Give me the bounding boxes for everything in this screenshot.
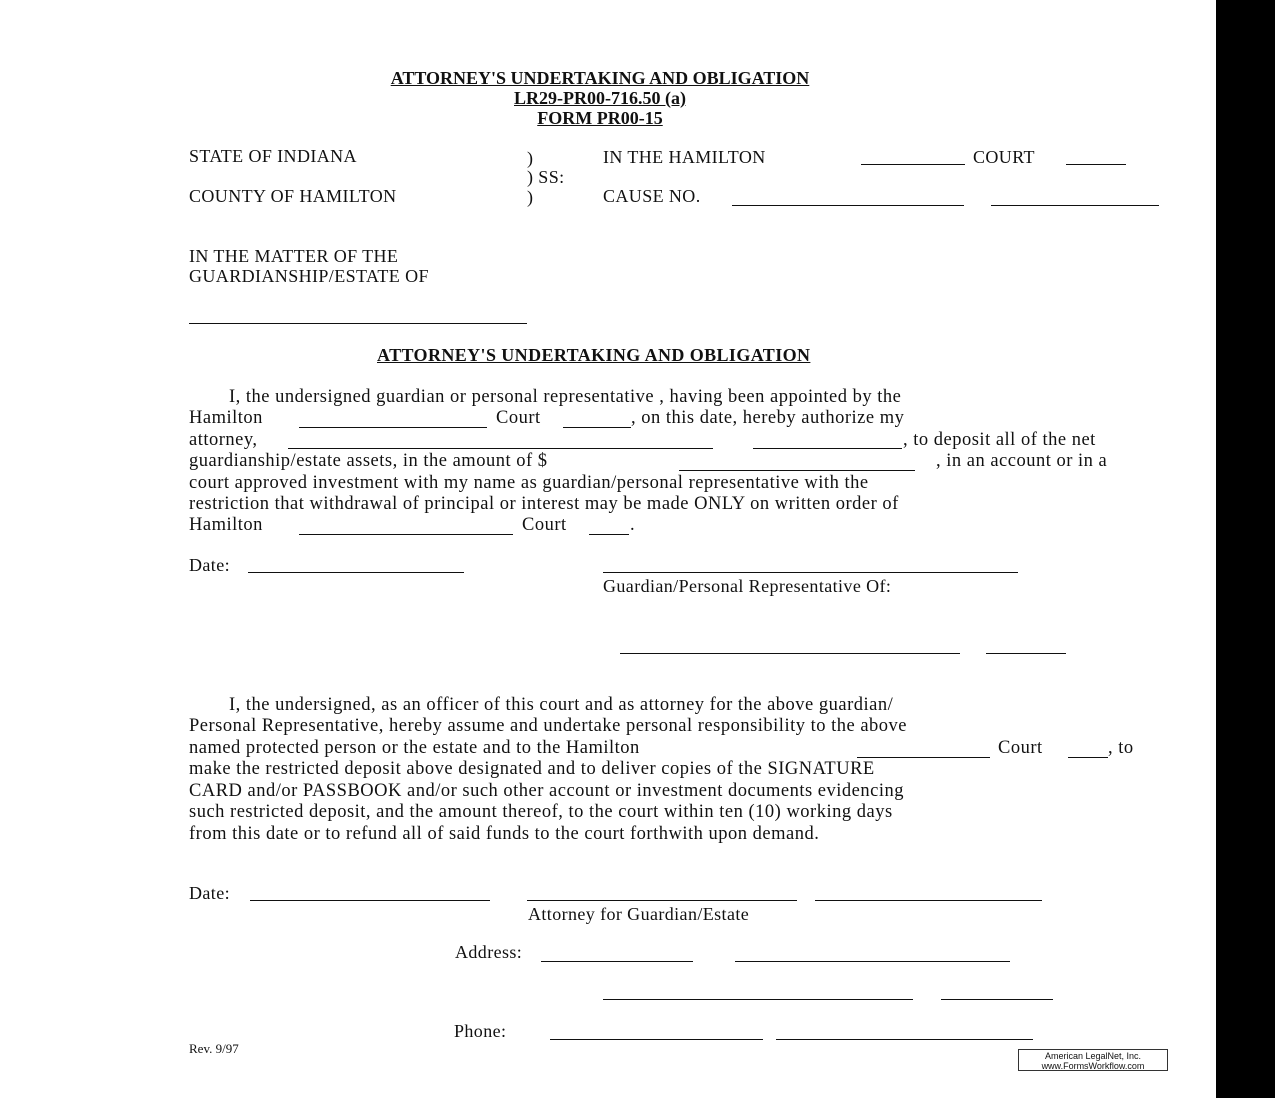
phone-line-a[interactable] — [550, 1039, 763, 1040]
section-title: ATTORNEY'S UNDERTAKING AND OBLIGATION — [377, 345, 811, 365]
ss-label: ) SS: — [527, 167, 565, 187]
caption-paren: ) — [527, 187, 534, 207]
court-name-blank[interactable] — [299, 427, 487, 428]
form-title: ATTORNEY'S UNDERTAKING AND OBLIGATION — [390, 68, 810, 88]
attorney-date-label: Date: — [189, 883, 230, 903]
court-name-line[interactable] — [861, 164, 965, 165]
para1-line2-rest: , on this date, hereby authorize my — [631, 408, 905, 428]
address-label: Address: — [455, 942, 523, 962]
phone-label: Phone: — [454, 1021, 507, 1041]
court-name-blank-2[interactable] — [299, 534, 513, 535]
address-line-2a[interactable] — [603, 999, 913, 1000]
form-number: FORM PR00-15 — [537, 108, 663, 128]
attorney-name-blank-2[interactable] — [753, 448, 902, 449]
address-line-1a[interactable] — [541, 961, 693, 962]
court-number-line[interactable] — [1066, 164, 1126, 165]
address-line-1b[interactable] — [735, 961, 1010, 962]
phone-line-b[interactable] — [776, 1039, 1033, 1040]
revision-label: Rev. 9/97 — [189, 1041, 239, 1056]
para2-line2: Personal Representative, hereby assume and undertake personal responsibility to the above — [189, 716, 908, 736]
guardian-signature-label: Guardian/Personal Representative Of: — [603, 576, 892, 596]
para1-line5: court approved investment with my name as guardian/personal representative with the — [189, 473, 869, 493]
para2-line3: named protected person or the estate and to the Hamilton — [189, 738, 640, 758]
para2-line1: I, the undersigned, as an officer of this court and as attorney for the above guardian/ — [229, 695, 894, 715]
scan-edge — [1216, 0, 1275, 1098]
para1-line4-rest: , in an account or in a — [936, 451, 1108, 471]
county-label: COUNTY OF HAMILTON — [189, 186, 397, 206]
publisher-name: American LegalNet, Inc. — [1044, 1051, 1142, 1061]
attorney-date-field[interactable] — [250, 900, 490, 901]
date-label: Date: — [189, 555, 230, 575]
para1-court: Court — [496, 408, 541, 428]
guardian-signature-line[interactable] — [603, 572, 1018, 573]
court-name-blank-3[interactable] — [857, 757, 990, 758]
caption-paren: ) — [527, 148, 534, 168]
date-field[interactable] — [248, 572, 464, 573]
court-prefix: IN THE HAMILTON — [603, 147, 766, 167]
state-label: STATE OF INDIANA — [189, 146, 357, 166]
attorney-signature-line-2[interactable] — [815, 900, 1042, 901]
para1-line6: restriction that withdrawal of principal or interest may be made ONLY on written order of — [189, 494, 899, 514]
para1-attorney: attorney, — [189, 430, 258, 450]
para1-line4: guardianship/estate assets, in the amount of $ — [189, 451, 548, 471]
matter-line1: IN THE MATTER OF THE — [189, 246, 399, 266]
court-label: COURT — [973, 147, 1035, 167]
guardian-of-line-2[interactable] — [986, 653, 1066, 654]
publisher-url: www.FormsWorkflow.com — [1041, 1061, 1145, 1071]
court-number-blank-3[interactable] — [1068, 757, 1108, 758]
publisher-badge — [1018, 1049, 1168, 1071]
para1-hamilton: Hamilton — [189, 408, 263, 428]
court-number-blank-2[interactable] — [589, 534, 629, 535]
attorney-signature-label: Attorney for Guardian/Estate — [528, 904, 750, 924]
para2-line3-rest: , to — [1108, 738, 1134, 758]
cause-label: CAUSE NO. — [603, 186, 701, 206]
para1-line1: I, the undersigned guardian or personal representative , having been appointed by the — [229, 387, 902, 407]
para1-hamilton-2: Hamilton — [189, 515, 263, 535]
guardian-of-line[interactable] — [620, 653, 960, 654]
attorney-name-blank[interactable] — [288, 448, 713, 449]
rule-number: LR29-PR00-716.50 (a) — [514, 88, 686, 108]
para2-line4: make the restricted deposit above designated and to deliver copies of the SIGNATURE — [189, 759, 875, 779]
para2-court: Court — [998, 738, 1043, 758]
matter-line2: GUARDIANSHIP/ESTATE OF — [189, 266, 429, 286]
court-number-blank[interactable] — [563, 427, 631, 428]
para1-end: . — [630, 515, 636, 535]
attorney-signature-line[interactable] — [527, 900, 797, 901]
cause-number-line-2[interactable] — [991, 205, 1159, 206]
para1-line3-rest: , to deposit all of the net — [903, 430, 1096, 450]
amount-blank[interactable] — [679, 470, 915, 471]
para2-line5: CARD and/or PASSBOOK and/or such other account or investment documents evidencing — [189, 781, 904, 801]
para2-line7: from this date or to refund all of said funds to the court forthwith upon demand. — [189, 824, 820, 844]
para1-court-2: Court — [522, 515, 567, 535]
ward-name-line[interactable] — [189, 323, 527, 324]
address-line-2b[interactable] — [941, 999, 1053, 1000]
cause-number-line[interactable] — [732, 205, 964, 206]
para2-line6: such restricted deposit, and the amount thereof, to the court within ten (10) working days — [189, 802, 893, 822]
